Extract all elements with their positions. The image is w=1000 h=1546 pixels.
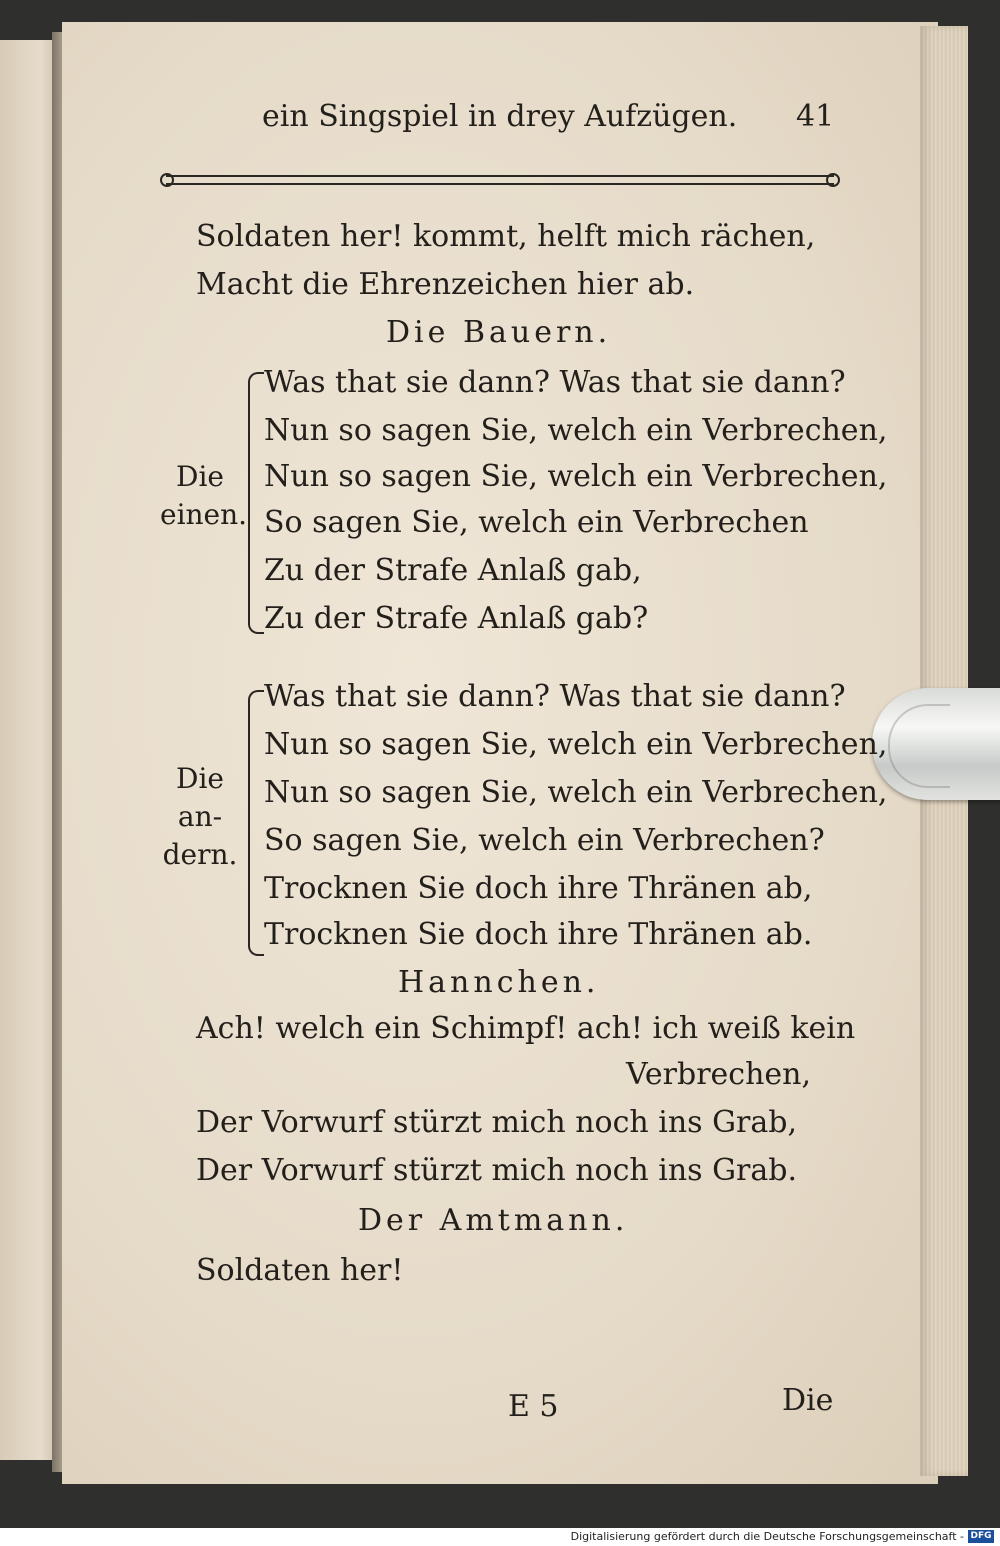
text-line: Zu der Strafe Anlaß gab? — [264, 601, 649, 636]
brace — [248, 690, 264, 956]
text-line: Zu der Strafe Anlaß gab, — [264, 553, 642, 588]
group-label-einen — [160, 458, 248, 534]
speaker-heading: Hannchen. — [398, 965, 600, 1000]
group-label-part: Die — [176, 460, 224, 493]
text-line: Was that sie dann? Was that sie dann? — [264, 679, 846, 714]
text-line: Soldaten her! — [196, 1253, 404, 1288]
dfg-logo: DFG — [968, 1530, 994, 1543]
group-label-part: dern. — [162, 837, 238, 871]
text-line: Nun so sagen Sie, welch ein Verbrechen, — [264, 727, 888, 762]
group-label-part: einen. — [160, 497, 248, 531]
text-line: Der Vorwurf stürzt mich noch ins Grab, — [196, 1105, 798, 1140]
text-line: Der Vorwurf stürzt mich noch ins Grab. — [196, 1153, 798, 1188]
group-label-andern — [160, 760, 240, 873]
page-number: 41 — [796, 99, 835, 134]
text-line: Trocknen Sie doch ihre Thränen ab. — [264, 917, 813, 952]
footer-bar — [0, 1528, 1000, 1546]
footer-credit: Digitalisierung gefördert durch die Deutsche Forschungsgemeinschaft - — [570, 1530, 964, 1543]
signature-mark: E 5 — [508, 1389, 559, 1424]
text-line: Verbrechen, — [626, 1057, 812, 1092]
text-line: Ach! welch ein Schimpf! ach! ich weiß kein — [196, 1011, 856, 1046]
catchword: Die — [782, 1383, 834, 1418]
page-holder-clip — [872, 688, 1000, 800]
text-line: Nun so sagen Sie, welch ein Verbrechen, — [264, 775, 888, 810]
running-title: ein Singspiel in drey Aufzügen. — [262, 99, 738, 134]
text-line: Macht die Ehrenzeichen hier ab. — [196, 267, 695, 302]
text-line: Soldaten her! kommt, helft mich rächen, — [196, 219, 816, 254]
left-page-edge — [0, 40, 58, 1460]
text-line: Trocknen Sie doch ihre Thränen ab, — [264, 871, 813, 906]
brace — [248, 372, 264, 634]
text-line: So sagen Sie, welch ein Verbrechen? — [264, 823, 825, 858]
text-line: Nun so sagen Sie, welch ein Verbrechen, — [264, 413, 888, 448]
speaker-heading: Die Bauern. — [386, 315, 612, 350]
text-line: Nun so sagen Sie, welch ein Verbrechen, — [264, 459, 888, 494]
group-label-part: Die — [176, 762, 224, 795]
text-line: So sagen Sie, welch ein Verbrechen — [264, 505, 809, 540]
text-line: Was that sie dann? Was that sie dann? — [264, 365, 846, 400]
speaker-heading: Der Amtmann. — [358, 1203, 629, 1238]
group-label-part: an- — [177, 799, 223, 833]
header-rule — [166, 175, 834, 185]
